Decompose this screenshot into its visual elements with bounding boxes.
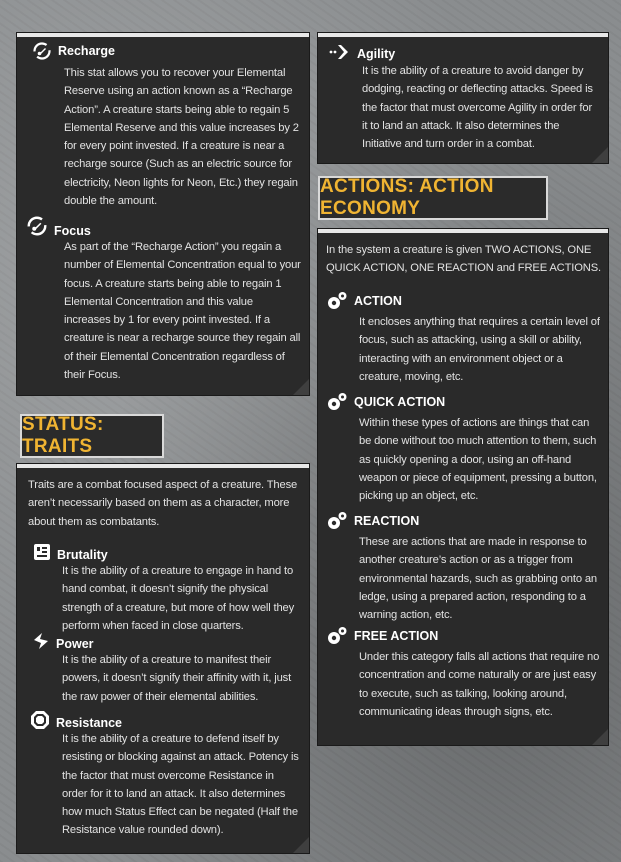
focus-entry <box>17 214 309 384</box>
reaction-entry <box>318 511 608 624</box>
panel-corner <box>592 147 608 163</box>
free-action-text: Under this category falls all actions that require no concentration and come naturally or are just easy to execute, such as talking, looking around, communicating ideas through signs, etc. <box>359 651 600 718</box>
action-entry <box>318 291 608 386</box>
power-title-row <box>17 631 309 651</box>
panel-corner <box>293 837 309 853</box>
power-icon <box>32 632 50 650</box>
status-traits-heading-text: STATUS: TRAITS <box>22 414 104 457</box>
gears-icon <box>326 392 348 412</box>
agility-panel <box>318 33 608 163</box>
free-action-entry <box>318 626 608 721</box>
actions-intro: In the system a creature is given TWO ACTIONS, ONE QUICK ACTION, ONE REACTION and FREE ACTIONS. <box>326 244 602 275</box>
quick-action-text: Within these types of actions are things that can be done without too much attention to them, such as quickly opening a door, using an off-hand weapon or piece of equipment, pressing a button, picking up an object, etc. <box>359 417 597 503</box>
reaction-title: REACTION <box>354 514 420 528</box>
focus-title-row <box>17 214 309 238</box>
reaction-text: These are actions that are made in response to another creature’s action or as a trigger from environmental hazards, such as grabbing onto an ledge, using a prepared action, responding to a warning action, etc. <box>359 536 597 622</box>
actions-panel <box>318 229 608 745</box>
status-traits-heading <box>20 414 164 458</box>
action-title: ACTION <box>354 294 402 308</box>
focus-title: Focus <box>54 224 91 238</box>
brutality-entry <box>17 542 309 635</box>
actions-heading <box>318 176 548 220</box>
recharge-entry <box>17 41 309 210</box>
quick-action-entry <box>318 392 608 505</box>
action-title-row <box>318 291 608 311</box>
resistance-entry <box>17 710 309 840</box>
recharge-icon <box>32 41 52 61</box>
recharge-title-row <box>17 41 309 61</box>
recharge-title: Recharge <box>58 44 115 58</box>
resistance-icon <box>30 710 50 730</box>
power-title: Power <box>56 637 94 651</box>
brutality-text: It is the ability of a creature to engage in hand to hand combat, it doesn’t signify the physical strength of a creature, but more of how well they perform when faced in close quarters. <box>62 565 295 632</box>
recharge-text: This stat allows you to recover your Elemental Reserve using an action known as a “Recharge Action”. A creature starts being able to regain 5 Elemental Reserve and this value increases by 2 for every point invested. If a creature is near a recharge source (Such as an electric source for electricity, Neon lights for Neon, Etc.) they regain double the amount. <box>64 67 299 208</box>
panel-corner <box>293 379 309 395</box>
reaction-title-row <box>318 511 608 531</box>
action-text: It encloses anything that requires a certain level of focus, such as attacking, using a skill or ability, interacting with an environment object or a creature, moving, etc. <box>359 316 600 383</box>
focus-text: As part of the “Recharge Action” you regain a number of Elemental Concentration equal to your focus. A creature starts being able to regain 1 Elemental Concentration and this value increases by 1 for every point invested. If a creature is near a recharge source they regain all of their Elemental Concentration regardless of their Focus. <box>64 241 301 382</box>
agility-icon <box>329 43 351 61</box>
panel-corner <box>592 729 608 745</box>
brutality-icon <box>33 543 51 561</box>
resistance-text: It is the ability of a creature to defend itself by resisting or blocking against an attack. Potency is the factor that must overcome Resistance in order for it to land an attack. It also determines how much Status Effect can be negated (Half the Resistance value rounded down). <box>62 733 299 837</box>
actions-heading-text: ACTIONS: ACTION ECONOMY <box>320 176 494 219</box>
power-text: It is the ability of a creature to manifest their powers, it doesn’t signify their affinity with it, just the raw power of their elemental abilities. <box>62 654 292 703</box>
resistance-title: Resistance <box>56 716 123 730</box>
status-traits-intro: Traits are a combat focused aspect of a creature. These aren’t necessarily based on them as a character, more about them as combatants. <box>28 479 298 528</box>
agility-entry <box>318 43 608 153</box>
gears-icon <box>326 291 348 311</box>
brutality-title-row <box>17 542 309 562</box>
power-entry <box>17 631 309 706</box>
free-action-title-row <box>318 626 608 646</box>
focus-icon <box>26 215 48 237</box>
recharge-focus-panel <box>17 33 309 395</box>
gears-icon <box>326 511 348 531</box>
agility-text: It is the ability of a creature to avoid danger by dodging, reacting or deflecting attacks. Speed is the factor that must overcome Agility in order for it to land an attack. It also determines the Initiative and turn order in a combat. <box>362 65 593 151</box>
gears-icon <box>326 626 348 646</box>
agility-title: Agility <box>357 47 396 61</box>
brutality-title: Brutality <box>57 548 108 562</box>
status-traits-panel <box>17 464 309 853</box>
resistance-title-row <box>17 710 309 730</box>
free-action-title: FREE ACTION <box>354 629 439 643</box>
quick-action-title-row <box>318 392 608 412</box>
quick-action-title: QUICK ACTION <box>354 395 446 409</box>
agility-title-row <box>318 43 608 61</box>
